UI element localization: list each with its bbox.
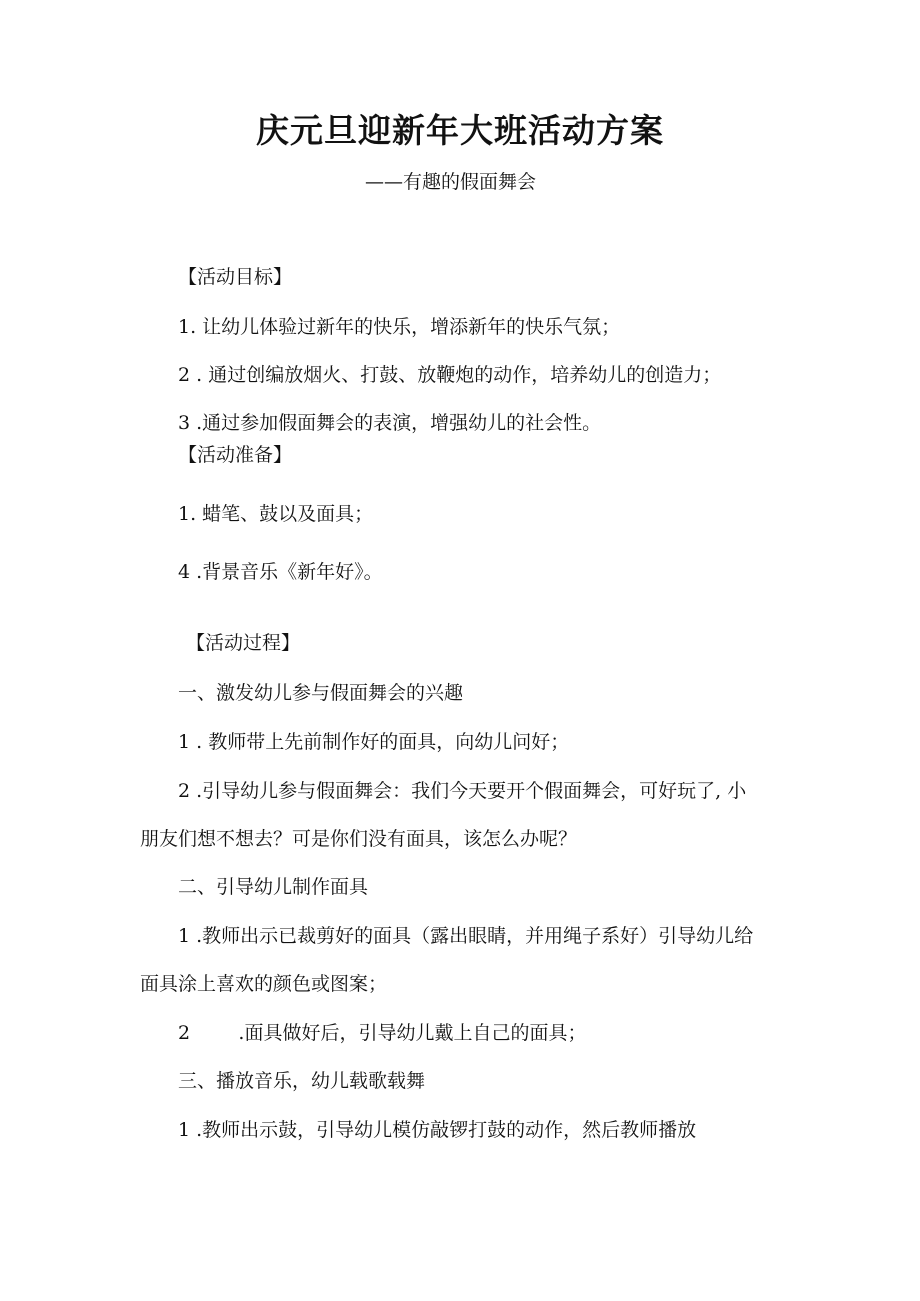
preparation-item-2: 4 .背景音乐《新年好》。 bbox=[178, 561, 383, 583]
section-3-item-1: 1 .教师出示鼓，引导幼儿模仿敲锣打鼓的动作，然后教师播放 bbox=[178, 1119, 697, 1141]
document-subtitle: ——有趣的假面舞会 bbox=[365, 171, 537, 193]
preparation-item-1: 1. 蜡笔、鼓以及面具； bbox=[178, 503, 374, 525]
goal-item-2: 2 . 通过创编放烟火、打鼓、放鞭炮的动作，培养幼儿的创造力； bbox=[178, 364, 722, 386]
goal-item-3: 3 .通过参加假面舞会的表演，增强幼儿的社会性。 bbox=[178, 412, 602, 434]
section-2-item-1-line-1: 1 .教师出示已裁剪好的面具（露出眼睛，并用绳子系好）引导幼儿给 bbox=[178, 925, 754, 947]
section-1-item-2-line-1: 2 .引导幼儿参与假面舞会：我们今天要开个假面舞会，可好玩了, 小 bbox=[178, 780, 747, 802]
process-heading: 【活动过程】 bbox=[186, 632, 301, 654]
section-1-item-2-line-2: 朋友们想不想去？可是你们没有面具，该怎么办呢？ bbox=[140, 828, 578, 850]
goals-heading: 【活动目标】 bbox=[178, 266, 293, 288]
document-title: 庆元旦迎新年大班活动方案 bbox=[256, 111, 664, 150]
goal-item-1: 1. 让幼儿体验过新年的快乐，增添新年的快乐气氛； bbox=[178, 316, 621, 338]
section-2-item-1-line-2: 面具涂上喜欢的颜色或图案； bbox=[140, 973, 388, 995]
section-2-title: 二、引导幼儿制作面具 bbox=[178, 876, 369, 898]
section-3-title: 三、播放音乐，幼儿载歌载舞 bbox=[178, 1070, 426, 1092]
section-1-item-1: 1 . 教师带上先前制作好的面具，向幼儿问好； bbox=[178, 731, 570, 753]
preparation-heading: 【活动准备】 bbox=[178, 444, 293, 466]
section-1-title: 一、激发幼儿参与假面舞会的兴趣 bbox=[178, 682, 464, 704]
section-2-item-2: 2 .面具做好后，引导幼儿戴上自己的面具； bbox=[178, 1022, 587, 1044]
